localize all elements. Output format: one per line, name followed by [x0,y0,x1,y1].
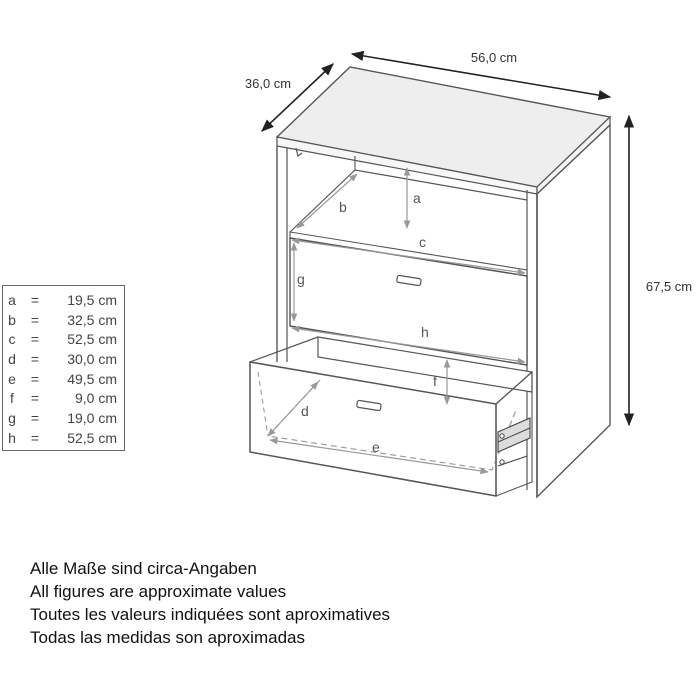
dimension-legend [2,285,125,451]
lower-drawer-side-top [250,337,318,362]
legend-row [3,408,124,428]
dim-label-a: a [413,190,421,206]
note-german: Alle Maße sind circa-Angaben [30,559,257,578]
dim-label-g: g [297,271,305,287]
legend-row [3,388,124,408]
legend-equals: = [30,429,40,446]
legend-equals: = [30,390,40,407]
dim-arrow-d [268,382,318,436]
dim-label-f: f [433,373,437,389]
legend-row [3,329,124,349]
width-label: 56,0 cm [470,50,518,65]
dim-label-b: b [339,199,347,215]
legend-key: g [8,409,16,426]
legend-value: 19,0 cm [67,409,117,426]
height-label: 67,5 cm [645,279,693,294]
note-english: All figures are approximate values [30,582,287,601]
lower-drawer-inner-left-dashed [258,372,268,436]
legend-value: 19,5 cm [67,291,117,308]
legend-value: 49,5 cm [67,370,117,387]
dim-arrow-b [297,174,357,228]
legend-key: h [8,429,16,446]
legend-value: 30,0 cm [67,350,117,367]
lower-drawer-handle [357,400,382,411]
lower-drawer-inner-dashed [268,380,516,470]
legend-value: 9,0 cm [74,390,117,407]
legend-equals: = [30,350,40,367]
legend-equals: = [30,409,40,426]
note-french: Toutes les valeurs indiquées sont aproximatives [30,605,391,624]
dim-label-e: e [372,439,380,455]
legend-value: 52,5 cm [67,429,117,446]
dim-label-d: d [301,403,309,419]
legend-row [3,369,124,389]
depth-label: 36,0 cm [244,76,292,91]
legend-key: c [8,331,16,348]
legend-equals: = [30,291,40,308]
legend-equals: = [30,331,40,348]
disclaimer-notes [30,557,390,649]
dim-label-h: h [421,324,429,340]
legend-row [3,428,124,448]
lower-drawer-front [250,362,496,496]
legend-row [3,349,124,369]
runner-screw-top [500,434,504,438]
dim-label-c: c [419,234,426,250]
legend-key: f [10,390,14,407]
note-spanish: Todas las medidas son aproximadas [30,628,305,647]
legend-row [3,310,124,330]
legend-equals: = [30,311,40,328]
legend-equals: = [30,370,40,387]
legend-value: 32,5 cm [67,311,117,328]
legend-key: b [8,311,16,328]
legend-key: a [8,291,16,308]
legend-value: 52,5 cm [67,331,117,348]
legend-key: e [8,370,16,387]
legend-key: d [8,350,16,367]
legend-row [3,290,124,310]
